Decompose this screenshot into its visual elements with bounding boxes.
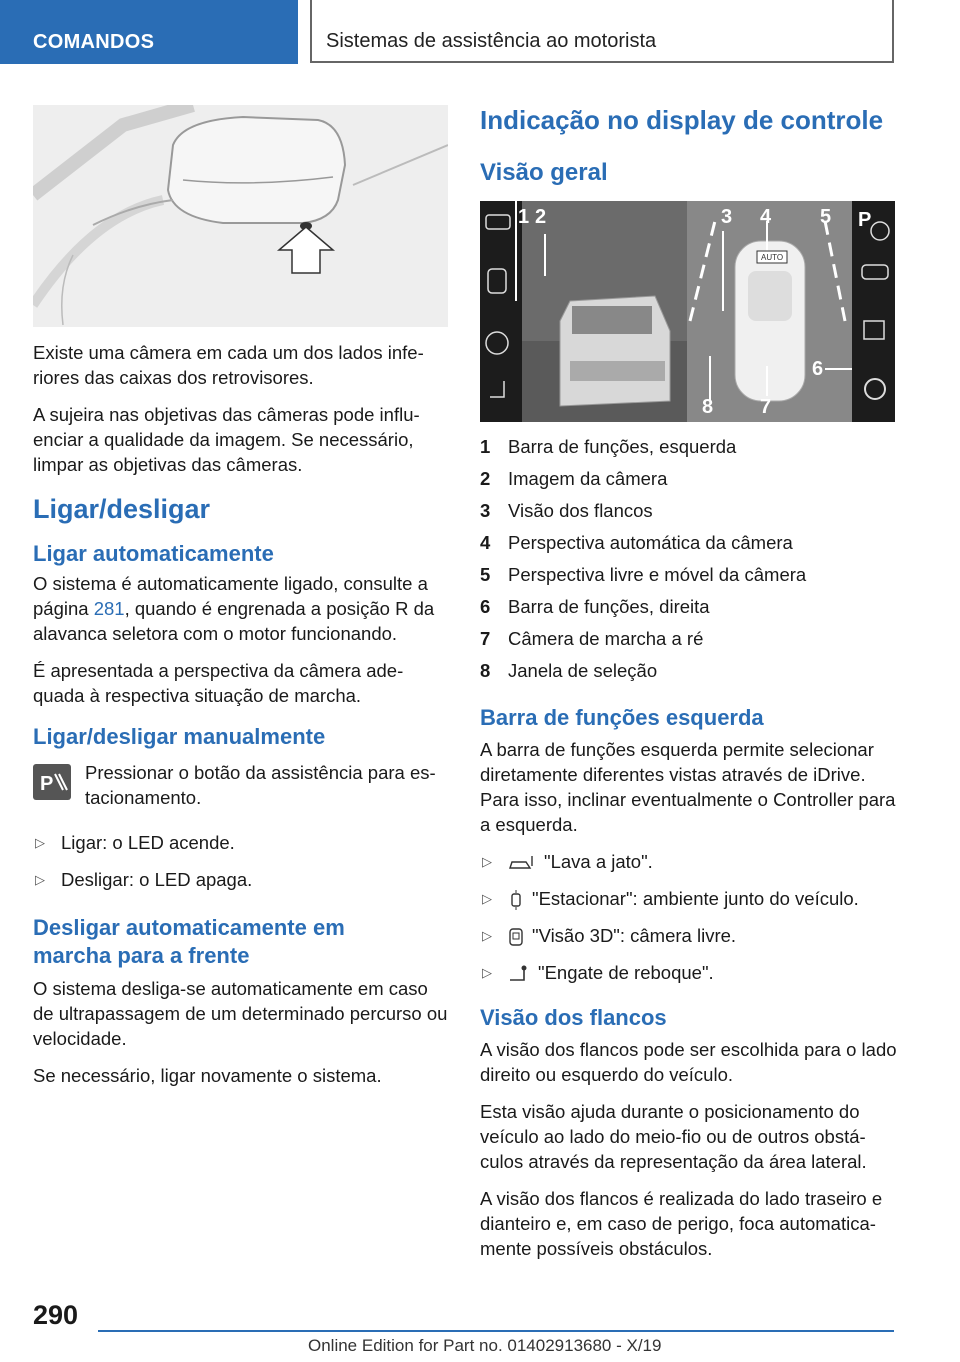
auto-badge: AUTO [761,253,784,262]
heading-ligar-desligar: Ligar/desligar [33,494,211,524]
legend-item [480,466,900,491]
bullet-text: "Estacionar": ambiente junto do veículo. [532,888,859,909]
triangle-bullet-icon: ▷ [482,854,492,869]
paragraph: A visão dos flancos pode ser escolhida para o lado direito ou esquerdo do veículo. [480,1039,897,1085]
triangle-bullet-icon: ▷ [35,835,45,850]
car-wash-icon [508,854,536,872]
list-item [33,867,453,892]
triangle-bullet-icon: ▷ [482,928,492,943]
legend-item [480,626,900,651]
legend-number: 2 [480,468,491,489]
heading-visao-geral: Visão geral [480,159,608,186]
control-display-figure [480,201,895,422]
paragraph: Pressionar o botão da assistência para es-tacionamento. [85,762,436,808]
text-span: , quando é engrenada a posição R da alavanca seletora com o motor funcionando. [33,598,435,644]
paragraph: Se necessário, ligar novamente o sistema. [33,1065,382,1086]
legend-text: Barra de funções, esquerda [508,436,737,457]
triangle-bullet-icon: ▷ [35,872,45,887]
legend-item [480,594,900,619]
legend-text: Perspectiva livre e móvel da câmera [508,564,807,585]
triangle-bullet-icon: ▷ [482,965,492,980]
heading-visao-flancos: Visão dos flancos [480,1005,667,1030]
text-span: O sistema é automaticamente ligado, consulte a página [33,573,428,619]
legend-text: Perspectiva automática da câmera [508,532,793,553]
triangle-bullet-icon: ▷ [482,891,492,906]
callout-6: 6 [812,358,824,380]
callout-3: 3 [721,206,733,228]
legend-number: 6 [480,596,491,617]
legend-text: Imagem da câmera [508,468,668,489]
heading-ligar-auto: Ligar automaticamente [33,541,274,566]
page-number: 290 [33,1300,79,1330]
legend-number: 8 [480,660,491,681]
chapter-header [310,0,894,63]
edition-text: Online Edition for Part no. 01402913680 - X/19 [308,1336,662,1355]
callout-8: 8 [702,396,714,418]
callout-5: 5 [820,206,832,228]
bullet-text: "Engate de reboque". [538,962,714,983]
bullet-text: "Visão 3D": câmera livre. [532,925,737,946]
legend-number: 5 [480,564,491,585]
paragraph: A barra de funções esquerda permite selecionar diretamente diferentes vistas através de iDrive. Para isso, inclinar eventualmente o Controller para a esquerda. [480,739,896,835]
p-badge: P [858,209,872,231]
legend-list [480,434,900,683]
legend-item [480,562,900,587]
legend-number: 4 [480,532,491,553]
view-3d-icon [508,927,524,947]
legend-item [480,530,900,555]
bullet-text: "Lava a jato". [544,851,653,872]
legend-text: Barra de funções, direita [508,596,710,617]
callout-2: 2 [535,206,547,228]
legend-item [480,498,900,523]
legend-number: 3 [480,500,491,521]
heading-barra-esquerda: Barra de funções esquerda [480,705,764,730]
mirror-camera-illustration [33,105,448,327]
button-instruction [33,760,453,810]
section-tab [0,0,298,64]
footer-divider [98,1330,894,1332]
legend-number: 1 [480,436,491,457]
heading-manual: Ligar/desligar manualmente [33,724,326,749]
section-label: COMANDOS [33,31,155,53]
paragraph: A visão dos flancos é realizada do lado traseiro e dianteiro e, em caso de perigo, foca automatica-mente possíveis obstáculos. [480,1188,883,1259]
paragraph: É apresentada a perspectiva da câmera ade-quada à respectiva situação de marcha. [33,660,404,706]
svg-text:P: P [40,773,54,795]
list-item [480,849,900,874]
paragraph: A sujeira nas objetivas das câmeras pode influ-enciar a qualidade da imagem. Se necessário, limpar as objetivas das câmeras. [33,404,420,475]
legend-item [480,434,900,459]
legend-number: 7 [480,628,491,649]
list-item [480,886,900,911]
paragraph: Esta visão ajuda durante o posicionamento do veículo ao lado do meio-fio ou de outros obstá-culos através da representação da área lateral. [480,1101,867,1172]
paragraph: O sistema desliga-se automaticamente em caso de ultrapassagem de um determinado percurso ou velocidade. [33,978,448,1049]
legend-item [480,658,900,683]
paragraph: Existe uma câmera em cada um dos lados infe-riores das caixas dos retrovisores. [33,342,424,388]
legend-text: Câmera de marcha a ré [508,628,704,649]
callout-4: 4 [760,206,772,228]
right-column [480,434,900,1273]
list-item [480,960,900,985]
list-item [480,923,900,948]
parking-assist-button-icon [33,764,71,800]
page-link[interactable]: 281 [93,598,125,619]
left-column [33,340,453,1100]
heading-display: Indicação no display de controle [480,105,884,135]
chapter-title: Sistemas de assistência ao motorista [326,30,657,52]
right-column-top [480,104,900,188]
callout-7: 7 [760,396,772,418]
legend-text: Janela de seleção [508,660,658,681]
legend-text: Visão dos flancos [508,500,653,521]
parking-surround-icon [508,890,524,910]
trailer-hitch-icon [508,964,530,984]
heading-desligar-auto: Desligar automaticamente em marcha para a frente [33,915,345,968]
paragraph [33,571,453,646]
bullet-text: Desligar: o LED apaga. [61,869,253,890]
bullet-text: Ligar: o LED acende. [61,832,235,853]
callout-1: 1 [518,206,530,228]
list-item [33,830,453,855]
